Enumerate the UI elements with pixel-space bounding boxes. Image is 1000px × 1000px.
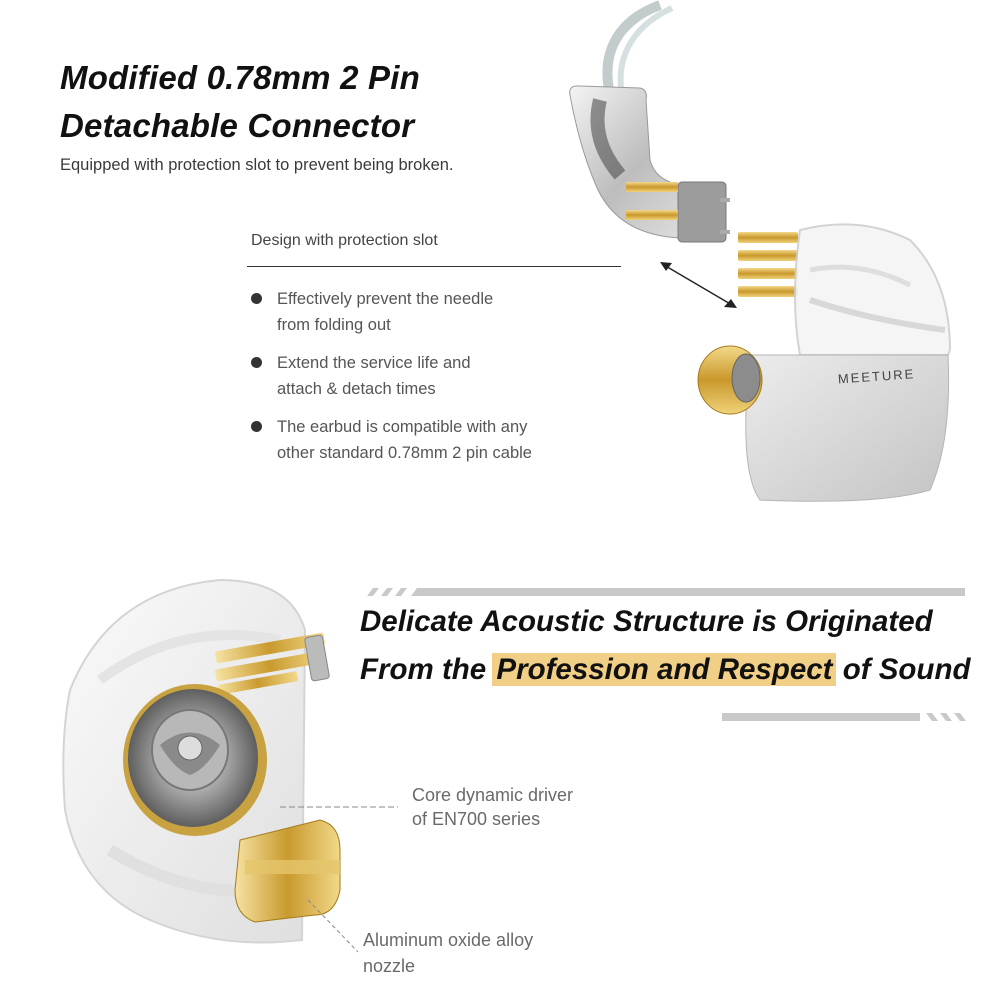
driver-callout [412,783,573,831]
nozzle-callout-line1: Aluminum oxide alloy [363,930,534,950]
acoustic-headline [360,598,970,694]
feature-list [250,286,610,478]
bullet-dot-icon [251,357,262,368]
design-heading: Design with protection slot [251,232,438,249]
feature-text-line1: Extend the service life and [277,354,471,372]
bullet-dot-icon [251,293,262,304]
feature-text-line2: from folding out [277,316,391,334]
nozzle-callout [363,927,533,979]
acoustic-headline-line1: Delicate Acoustic Structure is Originated [360,605,933,638]
connector-title-line2: Detachable Connector [60,107,415,144]
connector-subtitle: Equipped with protection slot to prevent being broken. [60,156,454,174]
dynamic-driver-icon [123,684,267,836]
connector-title [60,54,420,150]
earbud-shell-icon [795,224,950,355]
decorative-stripe-top [365,588,965,596]
headline-prefix: From the [360,653,487,686]
connector-title-line1: Modified 0.78mm 2 Pin [60,59,420,96]
earbud-connector-illustration [560,0,1000,520]
feature-text-line1: Effectively prevent the needle [277,290,494,308]
feature-text-line2: other standard 0.78mm 2 pin cable [277,444,532,462]
acoustic-headline-line2 [360,646,970,694]
feature-item [250,414,610,466]
feature-item [250,350,610,402]
nozzle-callout-line2: nozzle [363,956,416,976]
driver-callout-line2: of EN700 series [412,809,541,829]
feature-text-line2: attach & detach times [277,380,436,398]
feature-item [250,286,610,338]
driver-callout-line1: Core dynamic driver [412,785,574,805]
brand-logo: MEETURE [837,366,916,387]
headline-suffix: of Sound [842,653,971,686]
headline-highlight: Profession and Respect [492,653,836,686]
decorative-stripe-bottom [722,713,967,721]
bullet-dot-icon [251,421,262,432]
feature-text-line1: The earbud is compatible with any [277,418,528,436]
